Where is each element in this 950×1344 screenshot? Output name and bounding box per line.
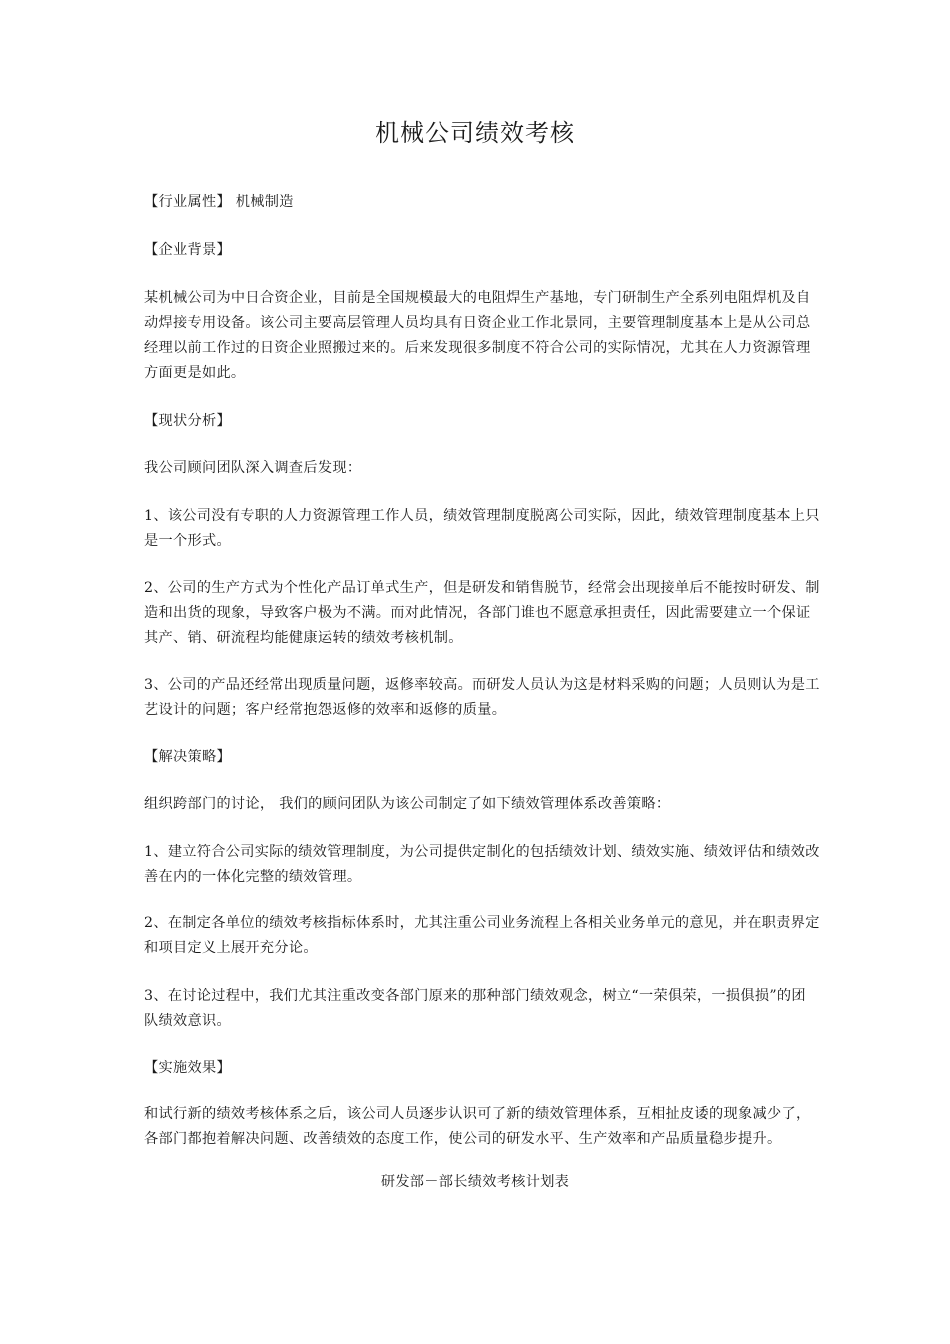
analysis-point-2-line-2: 造和出货的现象，导致客户极为不满。而对此情况，各部门谁也不愿意承担责任，因此需要建立一个保证 (144, 605, 811, 621)
analysis-point-1-line-1: 1、该公司没有专职的人力资源管理工作人员，绩效管理制度脱离公司实际，因此，绩效管理制度基本上只 (144, 508, 820, 524)
solution-point-3-line-1: 3、在讨论过程中，我们尤其注重改变各部门原来的那种部门绩效观念，树立“一荣俱荣，一损俱损”的团 (144, 988, 806, 1004)
background-line-4: 方面更是如此。 (144, 365, 246, 381)
analysis-intro: 我公司顾问团队深入调查后发现： (144, 460, 362, 476)
solution-point-2-line-1: 2、在制定各单位的绩效考核指标体系时，尤其注重公司业务流程上各相关业务单元的意见，并在职责界定 (144, 915, 820, 931)
solution-point-1-line-2: 善在内的一体化完整的绩效管理。 (144, 869, 362, 885)
table-title: 研发部－部长绩效考核计划表 (380, 1174, 570, 1190)
solution-heading: 【解决策略】 (144, 749, 231, 765)
analysis-point-3-line-1: 3、公司的产品还经常出现质量问题，返修率较高。而研发人员认为这是材料采购的问题；人员则认为是工 (144, 677, 820, 693)
analysis-heading: 【现状分析】 (144, 413, 231, 429)
analysis-point-3-line-2: 艺设计的问题；客户经常抱怨返修的效率和返修的质量。 (144, 702, 507, 718)
effect-line-1: 和试行新的绩效考核体系之后，该公司人员逐步认识可了新的绩效管理体系，互相扯皮诿的现象减少了， (144, 1106, 811, 1122)
background-heading: 【企业背景】 (144, 242, 231, 258)
background-line-1: 某机械公司为中日合资企业，目前是全国规模最大的电阻焊生产基地，专门研制生产全系列电阻焊机及自 (144, 290, 811, 306)
analysis-point-2-line-3: 其产、销、研流程均能健康运转的绩效考核机制。 (144, 630, 463, 646)
solution-point-1-line-1: 1、建立符合公司实际的绩效管理制度，为公司提供定制化的包括绩效计划、绩效实施、绩效评估和绩效改 (144, 844, 820, 860)
analysis-point-1-line-2: 是一个形式。 (144, 533, 231, 549)
industry-attribute: 【行业属性】 机械制造 (144, 194, 294, 210)
solution-point-2-line-2: 和项目定义上展开充分论。 (144, 940, 318, 956)
background-line-3: 经理以前工作过的日资企业照搬过来的。后来发现很多制度不符合公司的实际情况，尤其在人力资源管理 (144, 340, 811, 356)
analysis-point-2-line-1: 2、公司的生产方式为个性化产品订单式生产，但是研发和销售脱节，经常会出现接单后不能按时研发、制 (144, 580, 820, 596)
effect-heading: 【实施效果】 (144, 1060, 231, 1076)
background-line-2: 动焊接专用设备。该公司主要高层管理人员均具有日资企业工作北景同，主要管理制度基本上是从公司总 (144, 315, 811, 331)
document-title: 机械公司绩效考核 (375, 119, 575, 147)
solution-intro: 组织跨部门的讨论， 我们的顾问团队为该公司制定了如下绩效管理体系改善策略： (144, 796, 671, 812)
solution-point-3-line-2: 队绩效意识。 (144, 1013, 231, 1029)
effect-line-2: 各部门都抱着解决问题、改善绩效的态度工作，使公司的研发水平、生产效率和产品质量稳步提升。 (144, 1131, 782, 1147)
